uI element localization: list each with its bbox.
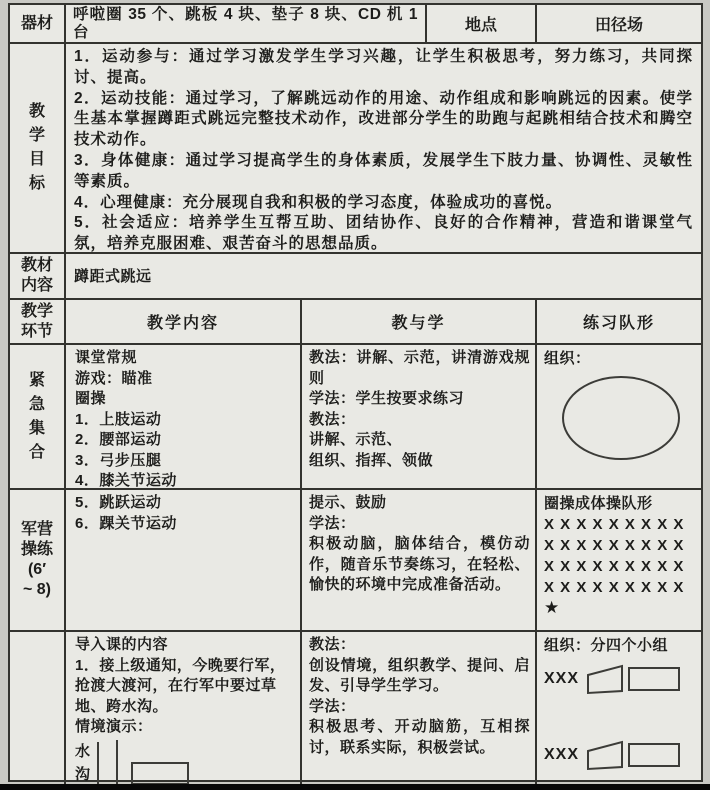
formation-x-row: X X X X X X X X X bbox=[544, 537, 685, 554]
section-emergency-assembly bbox=[10, 345, 701, 490]
content-line: 5．跳跃运动 bbox=[75, 494, 162, 511]
material-label: 教材 内容 bbox=[10, 254, 66, 298]
section-lesson-intro bbox=[10, 632, 701, 786]
content-line: 1．上肢运动 bbox=[75, 410, 162, 428]
section3-formation bbox=[537, 632, 701, 786]
page-bottom-rule bbox=[0, 784, 710, 790]
formation-x-row: X X X X X X X X X bbox=[544, 516, 685, 533]
location-value: 田径场 bbox=[594, 17, 643, 34]
section3-name-empty bbox=[10, 632, 66, 786]
teach-line: 教法： bbox=[309, 636, 356, 653]
teach-line: 积极动脑，脑体结合，模仿动作，随音乐节奏练习，在轻松、愉快的环境中完成准备活动。 bbox=[309, 535, 530, 593]
equipment-value-cell bbox=[66, 5, 427, 42]
teach-line: 创设情境，组织教学、提问、启发、引导学生学习。 bbox=[309, 656, 530, 694]
objective-item: 5．社会适应：培养学生互帮互助、团结协作、良好的合作精神，营造和谐课堂气氛，培养克服困难、艰苦奋斗的思想品质。 bbox=[74, 214, 693, 252]
equipment-label bbox=[10, 5, 66, 42]
teach-line: 提示、鼓励 bbox=[309, 494, 387, 511]
content-line: 3．弓步压腿 bbox=[75, 451, 162, 469]
content-line: 1．接上级通知，今晚要行军，抢渡大渡河，在行军中要过草地、跨水沟。 bbox=[75, 656, 286, 715]
equipment-label-text: 器材 bbox=[20, 14, 53, 32]
objective-item: 3．身体健康：通过学习提高学生的身体素质，发展学生下肢力量、协调性、灵敏性等素质。 bbox=[74, 151, 693, 190]
teach-line: 学法： bbox=[309, 697, 356, 715]
group-x-label: XXX bbox=[544, 670, 580, 687]
content-line: 课堂常规 bbox=[75, 349, 138, 366]
content-line: 2．腰部运动 bbox=[75, 431, 162, 448]
content-line: 6．踝关节运动 bbox=[75, 514, 177, 532]
objective-item: 4．心理健康：充分展现自我和积极的学习态度，体验成功的喜悦。 bbox=[74, 193, 563, 211]
objective-item: 2．运动技能：通过学习，了解跳远动作的用途、动作组成和影响跳远的因素。使学生基本掌握蹲距式跳远完整技术动作，改进部分学生的助跑与起跳相结合技术和腾空技术动作。 bbox=[74, 89, 693, 149]
header-practice-formation: 练习队形 bbox=[582, 315, 655, 332]
content-line: 4．膝关节运动 bbox=[75, 472, 177, 488]
section1-name: 紧 急 集 合 bbox=[10, 345, 66, 488]
equipment-row bbox=[10, 5, 701, 44]
mat-rectangle-shape bbox=[628, 667, 680, 691]
stage-header-row bbox=[10, 300, 701, 345]
objective-item: 1．运动参与：通过学习激发学生学习兴趣，让学生积极思考，努力练习，共同探讨、提高。 bbox=[74, 48, 693, 86]
objectives-label: 教 学 目 标 bbox=[10, 44, 66, 252]
ditch-line-shape bbox=[116, 740, 118, 786]
objectives-row bbox=[10, 44, 701, 254]
material-row bbox=[10, 254, 701, 300]
header-teach-and-learn: 教与学 bbox=[302, 300, 537, 343]
material-value-cell bbox=[66, 254, 701, 298]
teach-line: 学法： bbox=[309, 514, 356, 532]
formation-group-row bbox=[544, 662, 697, 696]
springboard-shape bbox=[586, 662, 624, 696]
section3-teach bbox=[302, 632, 537, 786]
content-line: 圈操 bbox=[75, 390, 107, 407]
section2-teach bbox=[302, 490, 537, 630]
ditch-line-shape bbox=[97, 742, 99, 784]
section3-content bbox=[66, 632, 302, 786]
section1-content bbox=[66, 345, 302, 488]
formation-group-row bbox=[544, 738, 697, 772]
section1-formation bbox=[537, 345, 701, 488]
formation-title: 圈操成体操队形 bbox=[544, 495, 653, 512]
water-ditch-diagram bbox=[75, 740, 294, 786]
group-x-label: XXX bbox=[544, 746, 580, 763]
content-line: 导入课的内容 bbox=[75, 636, 169, 653]
header-teaching-content: 教学内容 bbox=[66, 300, 302, 343]
teach-line: 教法：讲解、示范，讲清游戏规则 bbox=[309, 349, 530, 387]
formation-circle-shape bbox=[562, 376, 680, 460]
formation-x-row: X X X X X X X X X bbox=[544, 558, 685, 575]
formation-x-row: X X X X X X X X X bbox=[544, 579, 685, 596]
objectives-body bbox=[66, 44, 701, 252]
lesson-plan-table bbox=[8, 3, 703, 782]
teach-line: 组织、指挥、领做 bbox=[309, 451, 434, 469]
teach-line: 教法： bbox=[309, 410, 356, 428]
material-value: 蹲距式跳远 bbox=[74, 267, 152, 285]
section1-teach bbox=[302, 345, 537, 488]
springboard-shape bbox=[586, 738, 624, 772]
content-line: 游戏：瞄准 bbox=[75, 369, 153, 387]
location-label: 地点 bbox=[427, 5, 537, 42]
section-camp-drill bbox=[10, 490, 701, 632]
mat-rectangle-shape bbox=[628, 743, 680, 767]
content-line: 情境演示： bbox=[75, 718, 153, 735]
formation-title: 组织： bbox=[544, 350, 591, 367]
mat-rectangle-shape bbox=[131, 762, 189, 785]
section2-content bbox=[66, 490, 302, 630]
teach-line: 学法：学生按要求练习 bbox=[309, 390, 465, 407]
stage-header-label: 教学 环节 bbox=[10, 300, 66, 343]
teach-line: 讲解、示范、 bbox=[309, 431, 403, 448]
teacher-star-marker: ★ bbox=[544, 598, 560, 617]
section2-name: 军营 操练 (6′ ~ 8) bbox=[10, 490, 66, 630]
water-ditch-label: 水 沟 bbox=[75, 742, 91, 783]
teach-line: 积极思考、开动脑筋，互相探讨，联系实际，积极尝试。 bbox=[309, 718, 530, 756]
section2-formation bbox=[537, 490, 701, 630]
formation-title: 组织：分四个小组 bbox=[544, 637, 669, 654]
equipment-value: 呼啦圈 35 个、跳板 4 块、垫子 8 块、CD 机 1 台 bbox=[73, 5, 418, 41]
